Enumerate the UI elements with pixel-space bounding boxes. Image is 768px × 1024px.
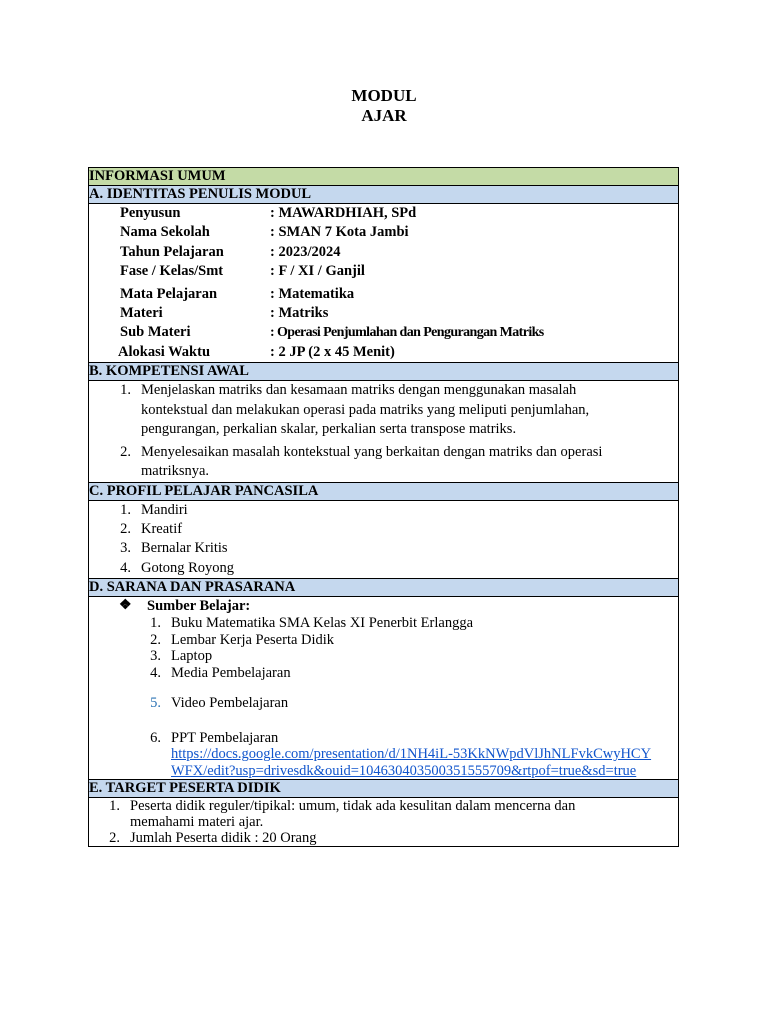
list-text: Kreatif <box>141 521 183 538</box>
profil-list-cell <box>89 500 679 579</box>
list-text: PPT Pembelajaran <box>171 729 279 746</box>
kompetensi-list <box>89 381 678 482</box>
section-b-heading: B. KOMPETENSI AWAL <box>89 363 679 381</box>
sumber-belajar-label: Sumber Belajar: <box>147 598 251 615</box>
sumber-belajar-heading <box>89 597 678 615</box>
list-item <box>89 381 678 440</box>
list-text: Peserta didik reguler/tipikal: umum, tidak ada kesulitan dalam mencerna dan memahami materi ajar. <box>130 798 576 831</box>
list-item <box>89 830 678 846</box>
list-number: 4. <box>120 559 131 576</box>
list-number: 5. <box>150 695 161 712</box>
list-number: 1. <box>120 382 131 399</box>
document-title <box>0 86 768 126</box>
ident-key: Sub Materi <box>120 324 191 341</box>
ident-row-nama-sekolah <box>89 223 678 242</box>
ident-value: : SMAN 7 Kota Jambi <box>270 224 409 241</box>
info-umum-header: INFORMASI UMUM <box>89 168 679 186</box>
ident-row-tahun-pelajaran <box>89 243 678 262</box>
list-text: Jumlah Peserta didik : 20 Orang <box>130 830 317 847</box>
list-item <box>89 615 678 632</box>
list-item <box>89 501 678 520</box>
ident-row-sub-materi <box>89 323 678 342</box>
list-text: Menyelesaikan masalah kontekstual yang berkaitan dengan matriks dan operasi matriksnya. <box>141 443 603 480</box>
list-text: Video Pembelajaran <box>171 695 289 712</box>
ident-value: : 2 JP (2 x 45 Menit) <box>270 343 395 360</box>
section-c-header-row <box>89 482 679 500</box>
list-text: Bernalar Kritis <box>141 540 228 557</box>
profil-list <box>89 501 678 579</box>
section-d-heading: D. SARANA DAN PRASARANA <box>89 579 679 597</box>
list-item <box>89 632 678 649</box>
ppt-item-text <box>171 730 661 780</box>
list-item <box>89 730 678 780</box>
list-number: 3. <box>150 648 161 665</box>
ident-key: Materi <box>120 304 163 321</box>
list-item <box>89 798 678 830</box>
list-item <box>89 520 678 539</box>
ident-key: Fase / Kelas/Smt <box>120 263 224 280</box>
list-item <box>89 665 678 682</box>
ident-value: : MAWARDHIAH, SPd <box>270 205 417 221</box>
target-list <box>89 798 678 846</box>
module-table <box>88 167 679 847</box>
list-item <box>89 443 678 482</box>
section-d-header-row <box>89 579 679 597</box>
identitas-list <box>89 204 679 363</box>
ident-value: : Operasi Penjumlahan dan Pengurangan Matriks <box>270 325 544 341</box>
ident-key: Mata Pelajaran <box>120 285 218 302</box>
list-text: Media Pembelajaran <box>171 664 291 681</box>
ident-key: Alokasi Waktu <box>118 343 211 360</box>
ppt-link[interactable]: https://docs.google.com/presentation/d/1NH4iL-53KkNWpdVlJhNLFvkCwyHCYWFX/edit?usp=drivesdk&ouid=104630403500351555709&rtpof=true&sd=true <box>171 746 652 779</box>
ident-key: Tahun Pelajaran <box>120 243 224 260</box>
ident-row-fase-kelas <box>89 262 678 281</box>
sarana-cell <box>89 597 679 780</box>
ident-row-mata-pelajaran <box>89 285 678 304</box>
ident-value: : 2023/2024 <box>270 243 341 260</box>
kompetensi-list-cell <box>89 381 679 483</box>
ident-row-materi <box>89 304 678 323</box>
section-e-header-row <box>89 780 679 798</box>
list-text: Menjelaskan matriks dan kesamaan matriks dengan menggunakan masalah kontekstual dan melakukan operasi pada matriks yang meliputi penjumlahan, pengurangan, perkalian skalar, perkalian serta transpose matriks. <box>141 382 590 438</box>
list-item <box>89 695 678 712</box>
title-line-1: MODUL <box>351 86 417 105</box>
section-c-heading: C. PROFIL PELAJAR PANCASILA <box>89 482 679 500</box>
ident-key: Nama Sekolah <box>120 224 210 241</box>
list-number: 2. <box>120 521 131 538</box>
list-text: Gotong Royong <box>141 559 235 576</box>
section-a-heading: A. IDENTITAS PENULIS MODUL <box>89 186 679 204</box>
ident-key: Penyusun <box>120 205 181 221</box>
ident-value: : Matematika <box>270 285 355 302</box>
list-item <box>89 648 678 665</box>
list-item <box>89 539 678 558</box>
ident-row-alokasi-waktu <box>89 343 678 362</box>
info-umum-header-row <box>89 168 679 186</box>
list-number: 3. <box>120 540 131 557</box>
section-c-body-row <box>89 500 679 579</box>
title-line-2: AJAR <box>361 106 407 125</box>
section-a-body-row <box>89 204 679 363</box>
ident-value: : F / XI / Ganjil <box>270 263 365 280</box>
list-number: 1. <box>150 615 161 632</box>
list-number: 2. <box>120 443 131 460</box>
section-b-header-row <box>89 363 679 381</box>
list-number: 2. <box>109 830 120 847</box>
ident-value: : Matriks <box>270 304 329 321</box>
list-text: Mandiri <box>141 501 188 518</box>
list-number: 1. <box>109 798 120 815</box>
target-cell <box>89 798 679 847</box>
diamond-bullet-icon: ❖ <box>119 598 132 614</box>
list-text: Lembar Kerja Peserta Didik <box>171 631 335 648</box>
section-a-header-row <box>89 186 679 204</box>
sumber-list <box>89 615 678 779</box>
section-e-body-row <box>89 798 679 847</box>
list-number: 1. <box>120 501 131 518</box>
section-e-heading: E. TARGET PESERTA DIDIK <box>89 780 679 798</box>
list-number: 6. <box>150 729 161 746</box>
section-d-body-row <box>89 597 679 780</box>
list-number: 4. <box>150 664 161 681</box>
section-b-body-row <box>89 381 679 483</box>
ident-row-penyusun <box>89 204 678 223</box>
list-text: Buku Matematika SMA Kelas XI Penerbit Erlangga <box>171 615 474 632</box>
list-number: 2. <box>150 631 161 648</box>
list-item <box>89 559 678 578</box>
list-text: Laptop <box>171 648 213 665</box>
